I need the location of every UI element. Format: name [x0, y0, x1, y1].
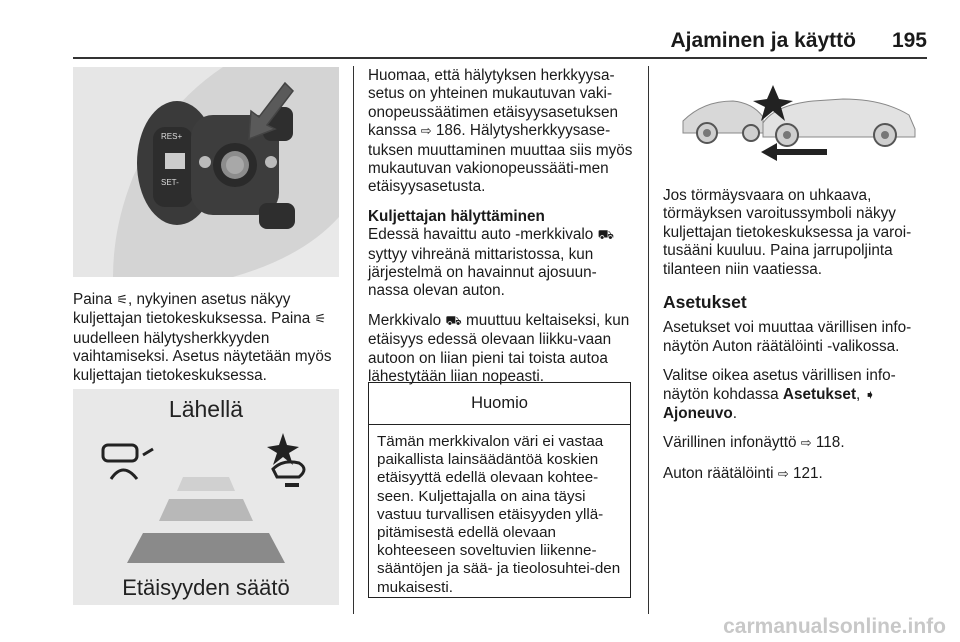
page-reference[interactable]: 186 [435, 122, 462, 140]
page-header [0, 0, 960, 60]
column-2-text [368, 67, 636, 398]
header-rule [73, 57, 927, 59]
paragraph: Huomaa, että hälytyksen herkkyysa-setus on yhteinen mukautuvan vaki-onopeussäätimen etäisyysasetuksen kanssa ⇨ 186. Hälytysherkkyysase-tuksen muuttaminen muuttaa siis myös mukautuvan vakionopeussääti-men etäisyysasetusta. [368, 67, 633, 196]
vehicle-ahead-icon: ⛟ [597, 228, 614, 244]
rear-car [683, 101, 763, 143]
front-car [763, 99, 915, 146]
watermark: carmanualsonline.info [723, 615, 946, 638]
page-number: 195 [891, 29, 927, 52]
paragraph: Asetukset voi muuttaa värillisen info-näytön Auton räätälöinti -valikossa. [663, 319, 912, 355]
page-reference[interactable]: 121 [792, 464, 819, 482]
column-3-text [663, 187, 931, 495]
column-1-text [73, 291, 345, 396]
display-top-label: Lähellä [168, 396, 244, 422]
note-body: Tämän merkkivalon väri ei vastaa paikallista lainsäädäntöä koskien etäisyyttä edellä olevaan kohtee-seen. Kuljettajalla on aina täysi vastuu turvallisen etäisyyden yllä-pitämisestä edellä olevaan kohteeseen soveltuvien liikenne-sääntöjen ja sää- ja tieolosuhtei-den mukaisesti. [377, 433, 621, 596]
collision-warning-illustration [663, 67, 927, 171]
reference-arrow-icon: ⇨ [800, 436, 812, 452]
column-divider-1 [353, 66, 354, 614]
note-heading: Huomio [369, 383, 630, 425]
paragraph: Edessä havaittu auto -merkkivalo ⛟ syttyy vihreänä mittaristossa, kun järjestelmä on havainnut ajosuun-nassa olevan auton. [368, 226, 614, 300]
page-reference[interactable]: 118 [815, 434, 841, 452]
menu-settings: Asetukset [782, 385, 857, 403]
section-title: Ajaminen ja käyttö [670, 29, 856, 52]
approach-arrow [761, 143, 827, 161]
paragraph: Paina ⚟, nykyinen asetus näkyy kuljettajan tietokeskuksessa. Paina ⚟ uudelleen hälytysherkkyyden vaihtamiseksi. Asetus näytetään myös kuljettajan tietokeskuksessa. [73, 291, 332, 384]
paragraph: Jos törmäysvaara on uhkaava, törmäyksen varoitussymboli näkyy kuljettajan tietokeskuksessa ja varoi-tusääni kuuluu. Paina jarrupoljinta tilanteen niin vaatiessa. [663, 187, 912, 278]
display-bottom-label: Etäisyyden säätö [122, 575, 290, 600]
set-label: SET- [161, 178, 179, 187]
res-label: RES+ [161, 132, 183, 141]
menu-arrow-icon: ➧ [864, 387, 876, 403]
distance-display-illustration [73, 389, 339, 605]
cross-reference[interactable]: Värillinen infonäyttö ⇨ 118. [663, 434, 845, 452]
steering-wheel-illustration [73, 67, 339, 277]
distance-button-icon: ⚟ [314, 312, 327, 328]
settings-heading: Asetukset [663, 292, 747, 313]
column-divider-2 [648, 66, 649, 614]
reference-arrow-icon: ⇨ [777, 466, 789, 482]
distance-button-icon: ⚟ [116, 293, 129, 308]
paragraph: Valitse oikea asetus värillisen info-näytön kohdassa Asetukset, ➧ Ajoneuvo. [663, 367, 896, 423]
paragraph: Merkkivalo ⛟ muuttuu keltaiseksi, kun etäisyys edessä olevaan liikku-vaan autoon on liian pieni tai toista autoa lähestytään liian nopeasti. [368, 311, 630, 386]
vehicle-ahead-icon: ⛟ [445, 313, 462, 329]
caution-note-box [368, 382, 631, 598]
subheading: Kuljettajan hälyttäminen [368, 207, 545, 225]
cross-reference[interactable]: Auton räätälöinti ⇨ 121. [663, 464, 823, 482]
reference-arrow-icon: ⇨ [420, 124, 432, 140]
menu-vehicle: Ajoneuvo [663, 405, 733, 423]
